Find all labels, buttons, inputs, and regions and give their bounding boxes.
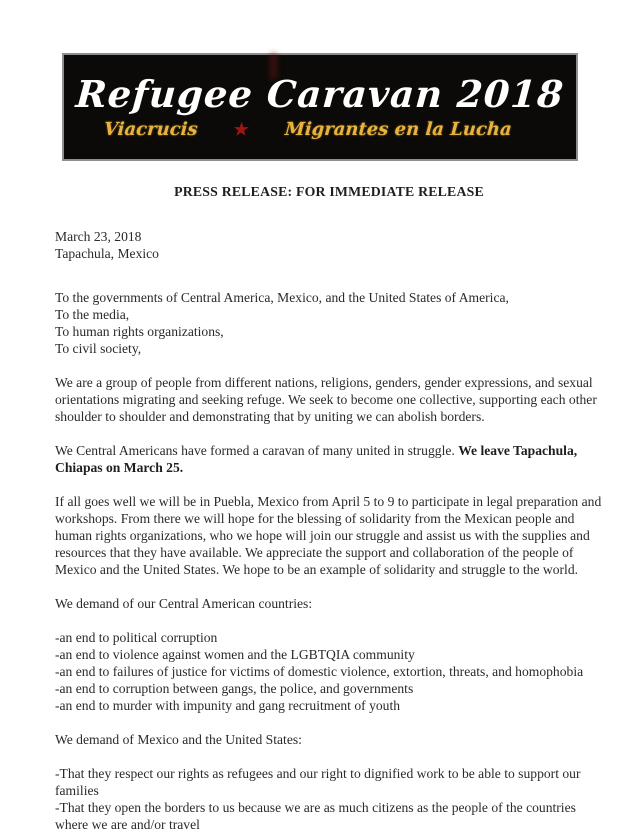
demand-item: -an end to violence against women and the LGBTQIA community bbox=[55, 647, 415, 662]
paragraph-plan: If all goes well we will be in Puebla, Mexico from April 5 to 9 to participate in legal preparation and workshops. From there we will hope for the blessing of solidarity from the Mexican people and human rights organizations, who we hope will join our struggle and assist us with the supplies and resources that they have available. We appreciate the support and collaboration of the people of Mexico and the United States. We hope to be an example of solidarity and struggle to the world. bbox=[55, 494, 602, 577]
demands-mexico-us-list bbox=[55, 765, 603, 833]
dateline-date: March 23, 2018 bbox=[55, 229, 142, 244]
recipient-line: To human rights organizations, bbox=[55, 324, 224, 339]
demands-mexico-us-heading: We demand of Mexico and the United States: bbox=[55, 732, 302, 747]
banner-subtitle-migrantes: Migrantes en la Lucha bbox=[284, 119, 513, 140]
paragraph-caravan-departure: We leave Tapachula, Chiapas on March 25. bbox=[55, 443, 578, 475]
demand-item: -an end to murder with impunity and gang recruitment of youth bbox=[55, 698, 401, 713]
paragraph-caravan-text: We Central Americans have formed a caravan of many united in struggle. bbox=[55, 443, 459, 458]
paragraph-intro: We are a group of people from different nations, religions, genders, gender expressions, and sexual orientations migrating and seeking refuge. We seek to become one collective, supporting each other shoulder to shoulder and demonstrating that by uniting we can abolish borders. bbox=[55, 375, 597, 424]
dateline-place: Tapachula, Mexico bbox=[55, 246, 159, 261]
demands-central-america-heading: We demand of our Central American countries: bbox=[55, 596, 313, 611]
demand-item: -That they open the borders to us because we are as much citizens as the people of the countries where we are and/or travel bbox=[55, 800, 576, 832]
press-release-heading: PRESS RELEASE: FOR IMMEDIATE RELEASE bbox=[174, 184, 484, 199]
caravan-banner bbox=[62, 53, 578, 161]
banner-title: Refugee Caravan 2018 bbox=[74, 72, 566, 116]
star-icon: ★ bbox=[233, 120, 250, 140]
recipient-line: To civil society, bbox=[55, 341, 142, 356]
recipient-line: To the governments of Central America, Mexico, and the United States of America, bbox=[55, 290, 509, 305]
dateline bbox=[55, 228, 603, 262]
demand-item: -an end to corruption between gangs, the police, and governments bbox=[55, 681, 414, 696]
banner-subtitle-viacrucis: Viacrucis bbox=[103, 119, 199, 140]
recipient-list bbox=[55, 289, 603, 357]
paragraph-caravan bbox=[55, 442, 603, 476]
demands-central-america-list bbox=[55, 629, 603, 714]
demand-item: -an end to failures of justice for victims of domestic violence, extortion, threats, and homophobia bbox=[55, 664, 584, 679]
demand-item: -an end to political corruption bbox=[55, 630, 218, 645]
banner-subtitle bbox=[103, 119, 512, 141]
document-body bbox=[55, 183, 603, 833]
demand-item: -That they respect our rights as refugees and our right to dignified work to be able to support our families bbox=[55, 766, 581, 798]
recipient-line: To the media, bbox=[55, 307, 130, 322]
